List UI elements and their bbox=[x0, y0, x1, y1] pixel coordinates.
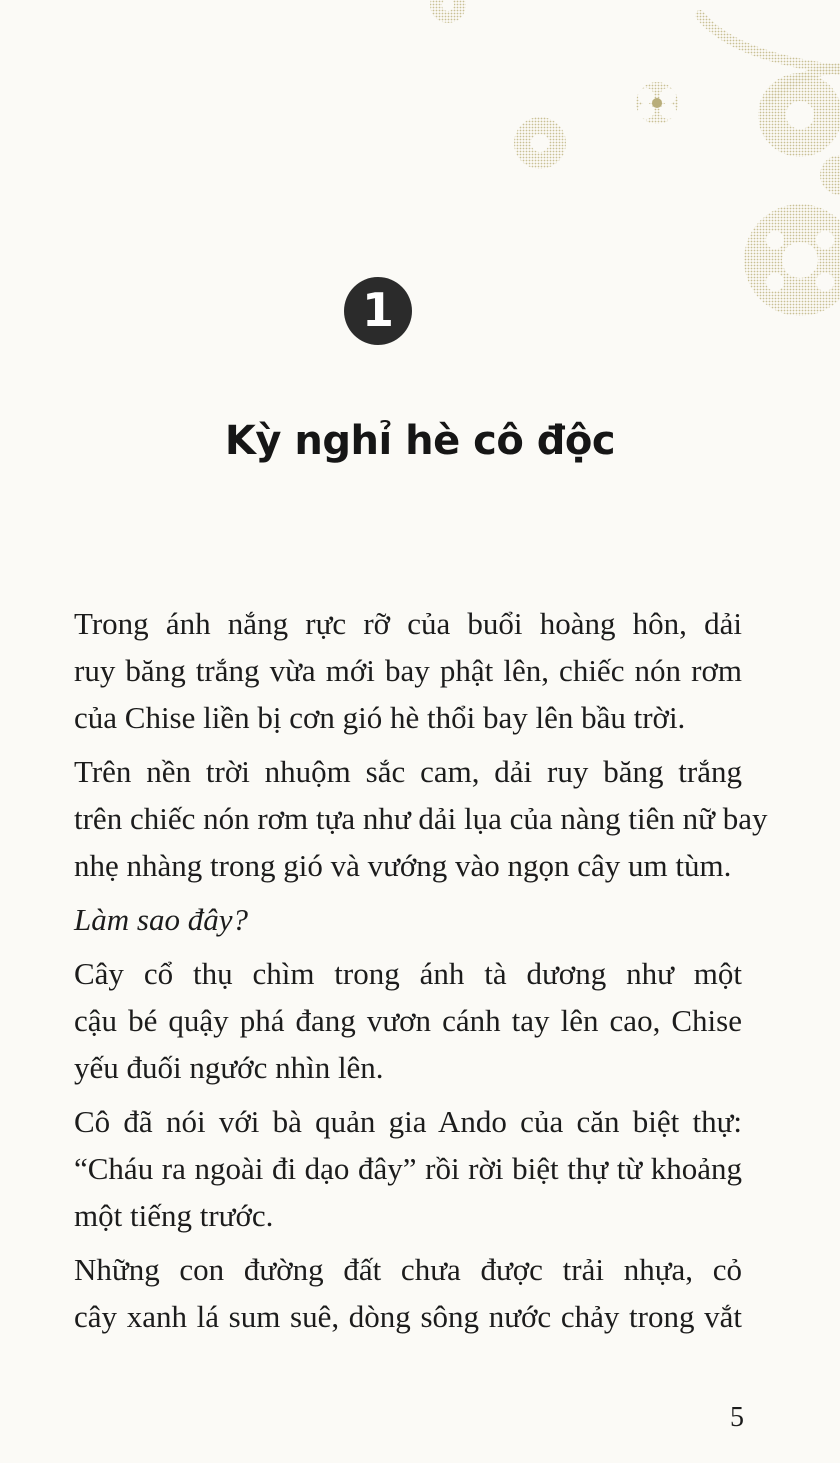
blossom-icon bbox=[758, 73, 840, 157]
text-line: cậu bé quậy phá đang vươn cánh tay lên cao, Chise bbox=[74, 1003, 742, 1038]
paragraph bbox=[74, 1098, 742, 1239]
blossom-icon bbox=[514, 117, 566, 169]
text-line: nhẹ nhàng trong gió và vướng vào ngọn cây um tùm. bbox=[74, 848, 732, 883]
paragraph bbox=[74, 1246, 742, 1340]
paragraph bbox=[74, 600, 742, 741]
paragraph bbox=[74, 748, 768, 889]
text-line: “Cháu ra ngoài đi dạo đây” rồi rời biệt thự từ khoảng bbox=[74, 1151, 742, 1186]
text-line: Cây cổ thụ chìm trong ánh tà dương như một bbox=[74, 956, 742, 991]
blossom-icon bbox=[636, 82, 678, 124]
text-line: Trong ánh nắng rực rỡ của buổi hoàng hôn, dải bbox=[74, 606, 742, 641]
blossom-icon bbox=[820, 155, 840, 195]
chapter-title: Kỳ nghỉ hè cô độc bbox=[224, 418, 616, 464]
blossom-icon bbox=[744, 204, 840, 316]
text-line: Những con đường đất chưa được trải nhựa, cỏ bbox=[74, 1252, 742, 1287]
text-line: Làm sao đây? bbox=[74, 902, 248, 937]
text-line: Cô đã nói với bà quản gia Ando của căn biệt thự: bbox=[74, 1104, 742, 1139]
chapter-body bbox=[74, 600, 768, 1340]
paragraph bbox=[74, 950, 742, 1091]
text-line: một tiếng trước. bbox=[74, 1198, 274, 1233]
paragraph bbox=[74, 896, 742, 943]
text-line: ruy băng trắng vừa mới bay phật lên, chiếc nón rơm bbox=[74, 653, 742, 688]
text-line: của Chise liền bị cơn gió hè thổi bay lên bầu trời. bbox=[74, 700, 686, 735]
text-line: yếu đuối ngước nhìn lên. bbox=[74, 1050, 384, 1085]
text-line: cây xanh lá sum suê, dòng sông nước chảy trong vắt bbox=[74, 1299, 742, 1334]
text-line: trên chiếc nón rơm tựa như dải lụa của nàng tiên nữ bay bbox=[74, 801, 768, 836]
flower-decoration bbox=[0, 0, 840, 340]
page-number: 5 bbox=[730, 1402, 744, 1433]
chapter-number: 1 bbox=[361, 283, 394, 337]
blossom-icon bbox=[430, 0, 466, 23]
chapter-number-badge bbox=[344, 277, 412, 345]
text-line: Trên nền trời nhuộm sắc cam, dải ruy băng trắng bbox=[74, 754, 742, 789]
